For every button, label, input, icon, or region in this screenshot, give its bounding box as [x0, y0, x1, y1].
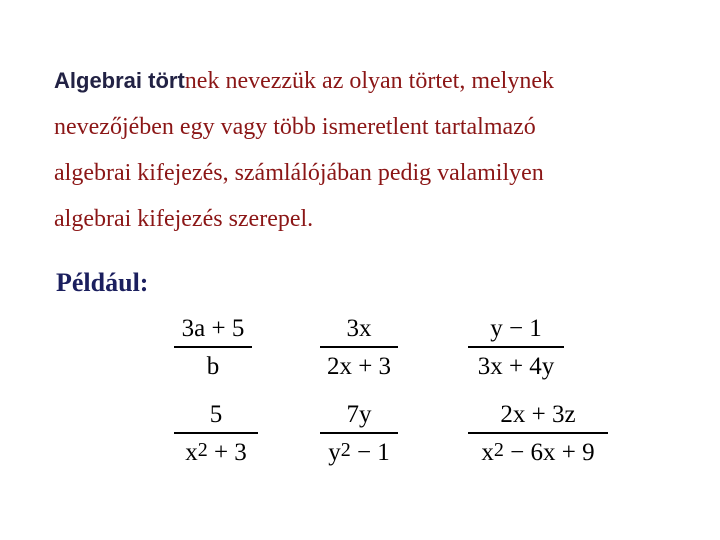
fraction-4-den-rest: + 3 [207, 439, 247, 466]
fraction-6-bar [468, 432, 608, 434]
fraction-5-denominator [320, 438, 398, 469]
fraction-4-denominator [174, 438, 258, 469]
fraction-5-numerator: 7y [346, 401, 372, 428]
fraction-1-denominator: b [206, 353, 220, 380]
definition-line-1 [54, 58, 694, 104]
fraction-1-bar [174, 346, 252, 348]
fraction-5 [320, 400, 398, 469]
definition-line-2: nevezőjében egy vagy több ismeretlent tartalmazó [54, 114, 536, 140]
fraction-5-den-rest: − 1 [350, 439, 390, 466]
fraction-6-den-exponent: 2 [493, 439, 504, 461]
fraction-4-bar [174, 432, 258, 434]
fraction-2-denominator: 2x + 3 [326, 353, 392, 380]
fraction-3-numerator: y − 1 [490, 315, 542, 342]
fraction-2-numerator: 3x [346, 315, 372, 342]
fraction-5-den-base: y [328, 439, 341, 466]
fraction-3 [468, 314, 564, 382]
fraction-4 [174, 400, 258, 469]
definition-line-4: algebrai kifejezés szerepel. [54, 206, 314, 232]
fraction-4-numerator: 5 [209, 401, 223, 428]
fraction-6-denominator [468, 438, 608, 469]
definition-line-1-rest: nek nevezzük az olyan törtet, melynek [184, 68, 554, 94]
fraction-6 [468, 400, 608, 469]
fraction-5-den-exponent: 2 [340, 439, 351, 461]
fraction-2-bar [320, 346, 398, 348]
fraction-1 [174, 314, 252, 382]
fraction-3-denominator: 3x + 4y [477, 353, 555, 380]
fraction-6-den-base: x [481, 439, 494, 466]
term-algebraic-fraction: Algebrai tört [54, 68, 185, 93]
example-label: Például: [56, 268, 149, 297]
fraction-1-numerator: 3a + 5 [181, 315, 245, 342]
fraction-3-bar [468, 346, 564, 348]
definition-line-3: algebrai kifejezés, számlálójában pedig valamilyen [54, 160, 544, 186]
fraction-2 [320, 314, 398, 382]
fraction-6-numerator: 2x + 3z [500, 401, 576, 428]
fraction-5-bar [320, 432, 398, 434]
definition-paragraph [54, 58, 694, 242]
fraction-4-den-base: x [185, 439, 198, 466]
fraction-4-den-exponent: 2 [197, 439, 208, 461]
fraction-6-den-rest: − 6x + 9 [503, 439, 595, 466]
